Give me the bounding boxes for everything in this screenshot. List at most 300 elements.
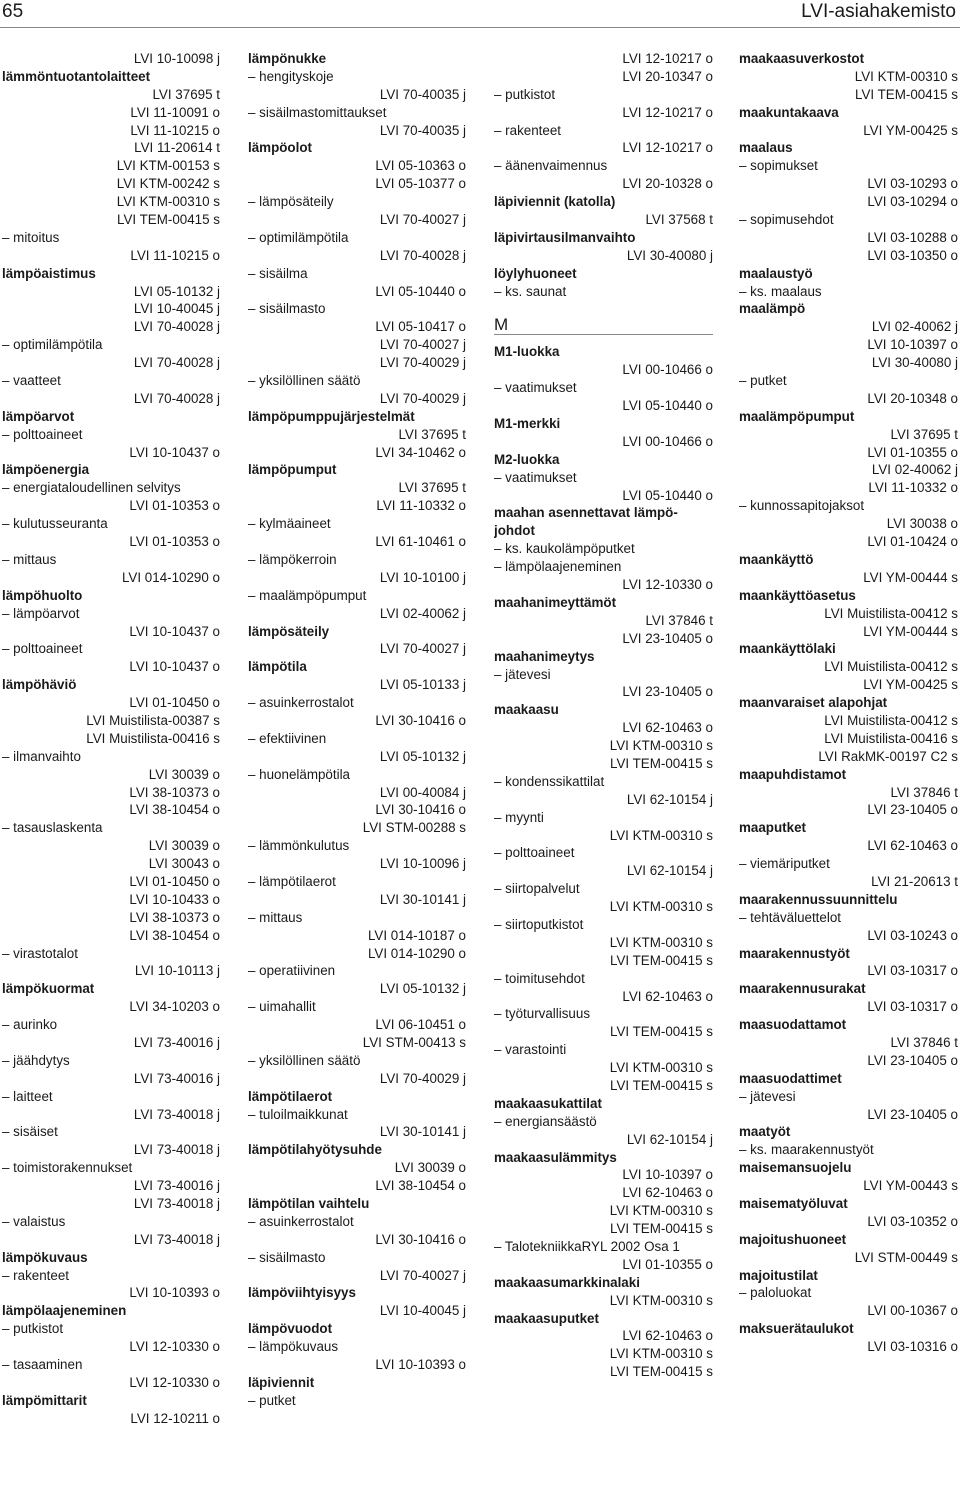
index-reference: LVI 00-10466 o [622,433,713,449]
index-subentry: – putkistot [2,1321,64,1337]
index-heading: lämpöarvot [2,408,75,424]
index-reference: LVI 70-40029 j [379,1070,466,1086]
index-heading: maakaasulämmitys [494,1149,617,1165]
index-subentry: – jätevesi [739,1088,796,1104]
index-reference: LVI 70-40027 j [379,641,466,657]
index-heading: lämpösäteily [248,623,330,639]
index-reference: LVI 02-40062 j [871,462,958,478]
index-subentry: – ilmanvaihto [2,748,81,764]
index-reference: LVI KTM-00153 s [116,158,220,174]
index-reference: LVI 10-10113 j [134,963,220,979]
index-reference: LVI 38-10454 o [375,1178,466,1194]
spacer [494,300,713,307]
index-subentry: – tasauslaskenta [2,820,103,836]
index-heading: lämpöenergia [2,462,90,478]
index-heading: lämpötila [248,659,307,675]
index-reference: LVI 20-10348 o [867,390,958,406]
index-heading: maalämpö [739,301,806,317]
index-reference: LVI 30-10141 j [379,891,466,907]
index-reference: LVI 73-40016 j [133,1034,220,1050]
index-subentry: – polttoaineet [2,426,83,442]
index-reference: LVI 00-10466 o [622,362,713,378]
index-reference: LVI 12-10217 o [622,104,713,120]
index-reference: LVI 02-40062 j [379,605,466,621]
index-reference: LVI 73-40018 j [133,1231,220,1247]
page-title: LVI-asiahakemisto [801,1,956,22]
index-reference: LVI 11-10332 o [376,498,466,514]
index-reference: LVI 73-40018 j [133,1196,220,1211]
index-heading: lämpötilahyötysuhde [248,1142,382,1158]
index-reference: LVI 03-10293 o [867,176,958,192]
index-reference: LVI 37695 t [152,86,220,102]
index-heading: löylyhuoneet [494,265,577,281]
index-heading: maakaasumarkkinalaki [494,1274,640,1290]
index-reference: LVI 03-10294 o [867,194,958,210]
index-reference: LVI 62-10154 j [626,863,713,879]
index-subentry: – sisäilmasto [248,301,326,317]
index-reference: LVI 03-10317 o [867,999,958,1015]
index-reference: LVI 62-10154 j [626,1131,713,1147]
index-reference: LVI KTM-00310 s [116,194,220,210]
index-reference: LVI 10-10393 o [375,1357,466,1373]
index-reference: LVI 11-10332 o [868,480,958,496]
index-reference: LVI 23-10405 o [867,802,958,818]
index-subentry: – optimilämpötila [248,229,349,245]
index-heading: läpiviennit [248,1374,315,1390]
index-heading: maahan asennettavat lämpö- [494,505,678,521]
index-reference: LVI 23-10405 o [622,684,713,700]
index-reference: LVI 03-10352 o [867,1213,958,1229]
index-subentry: – putket [739,373,787,389]
index-reference: LVI YM-00444 s [863,623,958,639]
index-subentry: – sisäiset [2,1124,58,1140]
index-reference: LVI TEM-00415 s [610,1221,713,1237]
index-reference: LVI 12-10330 o [129,1339,220,1355]
index-subentry: – kondenssikattilat [494,773,605,789]
index-subentry: – asuinkerrostalot [248,695,354,711]
index-subentry: – valaistus [2,1213,66,1229]
index-reference: LVI 03-10243 o [867,927,958,943]
index-heading: lämpökuvaus [2,1249,88,1265]
index-heading: läpiviennit (katolla) [494,194,616,210]
index-reference: LVI TEM-00415 s [610,1364,713,1380]
index-subentry: – polttoaineet [2,641,83,657]
header-divider [0,27,960,28]
index-reference: LVI 62-10463 o [622,720,713,736]
index-heading: maakaasuverkostot [739,51,865,66]
index-reference: LVI KTM-00310 s [854,68,958,84]
index-reference: LVI TEM-00415 s [610,1077,713,1093]
index-heading: lämpömittarit [2,1392,87,1408]
index-reference: LVI 10-10100 j [379,569,466,585]
index-reference: LVI 10-10433 o [129,891,220,907]
index-reference: LVI 01-10355 o [867,444,958,460]
index-reference: LVI STM-00413 s [362,1034,466,1050]
index-subentry: – vaatteet [2,373,61,389]
index-heading: lämpötilan vaihtelu [248,1196,370,1211]
index-column-3 [494,50,713,1381]
index-heading: maankäyttö [739,551,814,567]
index-reference: LVI 23-10405 o [867,1052,958,1068]
index-reference: LVI TEM-00415 s [610,952,713,968]
index-reference: LVI 05-10377 o [375,176,466,192]
index-reference: LVI 73-40018 j [133,1106,220,1122]
index-reference: LVI 03-10288 o [867,229,958,245]
index-subentry: – jäähdytys [2,1052,70,1068]
index-reference: LVI Muistilista-00416 s [86,730,220,746]
index-reference: LVI 00-10367 o [867,1303,958,1319]
index-subentry: – tehtäväluettelot [739,909,841,925]
index-reference: LVI 30039 o [148,766,220,782]
index-reference: LVI RakMK-00197 C2 s [818,748,958,764]
index-reference: LVI 10-40045 j [379,1303,466,1319]
index-subentry: – jätevesi [494,666,551,682]
index-heading: maakaasu [494,702,559,718]
index-heading: maisemansuojelu [739,1160,852,1176]
index-reference: LVI 70-40028 j [133,355,220,371]
index-reference: LVI 37846 t [890,784,958,800]
index-reference: LVI 05-10132 j [133,283,220,299]
index-reference: LVI 70-40028 j [133,390,220,406]
index-column-2 [248,50,466,1410]
index-subentry: – operatiivinen [248,963,336,979]
index-heading: maarakennussuunnittelu [739,891,898,907]
index-reference: LVI KTM-00310 s [609,827,713,843]
index-heading: maankäyttölaki [739,641,836,657]
index-subentry: – myynti [494,809,544,825]
index-reference: LVI 21-20613 t [871,873,958,889]
index-reference: LVI 30-40080 j [871,355,958,371]
index-reference: LVI 01-10353 o [129,498,220,514]
index-reference: LVI 30039 o [394,1160,466,1176]
index-heading: maksuerätaulukot [739,1321,854,1337]
index-column-1 [2,50,220,1428]
index-heading: lämpöhuolto [2,587,83,603]
index-subentry: – tuloilmaikkunat [248,1106,348,1122]
index-heading: maapuhdistamot [739,766,847,782]
index-reference: LVI KTM-00310 s [609,934,713,950]
index-reference: LVI 10-10437 o [129,659,220,675]
index-reference: LVI YM-00443 s [863,1178,958,1194]
index-reference: LVI 37695 t [890,426,958,442]
index-reference: LVI 05-10133 j [379,677,466,693]
index-heading: lämpövuodot [248,1321,333,1337]
index-reference: LVI Muistilista-00416 s [824,730,958,746]
index-subentry: – toimitusehdot [494,970,585,986]
index-heading: lämpöolot [248,140,312,156]
page-number: 65 [2,1,24,22]
index-subentry: – lämpösäteily [248,194,334,210]
index-subentry: – sisäilmasto [248,1249,326,1265]
index-reference: LVI 05-10440 o [622,398,713,414]
index-reference: LVI STM-00288 s [362,820,466,836]
index-subentry: – lämpölaajeneminen [494,559,622,575]
index-subentry: – paloluokat [739,1285,812,1301]
index-reference: LVI 01-10353 o [129,534,220,550]
index-reference: LVI 30-10141 j [379,1124,466,1140]
index-reference: LVI 37846 t [645,612,713,628]
index-subentry: – virastotalot [2,945,78,961]
index-reference: LVI 70-40027 j [379,212,466,228]
index-reference: LVI 01-10450 o [129,695,220,711]
index-subentry: – asuinkerrostalot [248,1213,354,1229]
index-reference: LVI 10-10098 j [133,51,220,66]
index-subentry: – vaatimukset [494,469,577,485]
index-subentry: – optimilämpötila [2,337,103,353]
index-reference: LVI 70-40035 j [379,122,466,138]
index-reference: LVI 12-10330 o [129,1374,220,1390]
index-subentry: – lämpökerroin [248,551,337,567]
index-reference: LVI Muistilista-00412 s [824,712,958,728]
index-reference: LVI 05-10440 o [375,283,466,299]
index-reference: LVI 11-10215 o [130,247,220,263]
index-reference: LVI 12-10217 o [622,140,713,156]
index-reference: LVI 70-40028 j [133,319,220,335]
index-reference: LVI 02-40062 j [871,319,958,335]
index-subentry: – hengityskoje [248,68,334,84]
index-reference: LVI 20-10347 o [622,68,713,84]
index-subentry: – kylmäaineet [248,516,331,532]
index-subentry: – mittaus [2,551,57,567]
index-reference: LVI 30-10416 o [375,802,466,818]
index-subentry: – huonelämpötila [248,766,350,782]
index-reference: LVI 10-10096 j [379,856,466,872]
index-subentry: – toimistorakennukset [2,1160,133,1176]
index-heading: maankäyttöasetus [739,587,856,603]
index-reference: LVI 37695 t [398,480,466,496]
index-reference: LVI Muistilista-00412 s [824,659,958,675]
index-reference: LVI KTM-00310 s [609,1060,713,1076]
index-heading: maaputket [739,820,806,836]
index-subentry: – ks. maalaus [739,283,822,299]
index-subentry: – ks. kaukolämpöputket [494,541,635,557]
index-reference: LVI 37846 t [890,1034,958,1050]
index-reference: LVI 20-10328 o [622,176,713,192]
index-subentry: – kunnossapitojaksot [739,498,865,514]
index-reference: LVI 70-40028 j [379,247,466,263]
index-reference: LVI 37695 t [398,426,466,442]
index-reference: LVI KTM-00310 s [609,738,713,754]
index-subentry: – aurinko [2,1017,58,1033]
index-reference: LVI 70-40027 j [379,337,466,353]
index-heading: lämpöhäviö [2,677,77,693]
index-reference: LVI 62-10463 o [867,838,958,854]
index-reference: LVI 61-10461 o [375,534,466,550]
index-heading: maatyöt [739,1124,791,1140]
index-reference: LVI 37568 t [645,212,713,228]
index-reference: LVI 23-10405 o [867,1106,958,1122]
index-heading: maalaus [739,140,793,156]
index-reference: LVI 10-10397 o [867,337,958,353]
index-heading: lämpökuormat [2,981,95,997]
index-reference: LVI 014-10290 o [121,569,220,585]
index-subentry: – lämpökuvaus [248,1339,339,1355]
index-subentry: – energiataloudellinen selvitys [2,480,181,496]
page-header [0,0,960,30]
index-heading: maasuodattamot [739,1017,847,1033]
index-reference: LVI 05-10440 o [622,487,713,503]
index-reference: LVI 03-10350 o [867,247,958,263]
index-reference: LVI 10-10393 o [129,1285,220,1301]
index-subentry: – sopimusehdot [739,212,834,228]
index-reference: LVI 38-10454 o [129,802,220,818]
index-subentry: – kulutusseuranta [2,516,108,532]
index-reference: LVI KTM-00310 s [609,1292,713,1308]
index-heading: maakaasuputket [494,1310,599,1326]
index-heading: läpivirtausilmanvaihto [494,229,636,245]
index-reference: LVI YM-00444 s [863,569,958,585]
index-subentry: – putket [248,1392,296,1408]
index-subentry: – viemäriputket [739,856,830,872]
index-heading: majoitushuoneet [739,1231,847,1247]
index-reference: LVI Muistilista-00412 s [824,605,958,621]
index-heading: maalaustyö [739,265,813,281]
index-heading: M1-merkki [494,416,561,432]
index-heading: maasuodattimet [739,1070,842,1086]
index-heading: lämpönukke [248,51,327,66]
index-subentry: – yksilöllinen säätö [248,1052,361,1068]
index-reference: LVI 30-10416 o [375,712,466,728]
index-heading: lämpöpumput [248,462,337,478]
index-reference: LVI 73-40018 j [133,1142,220,1158]
index-subentry: – ks. maarakennustyöt [739,1142,874,1158]
index-heading: M2-luokka [494,451,560,467]
index-reference: LVI 03-10316 o [867,1339,958,1355]
index-reference: LVI 70-40029 j [379,390,466,406]
index-reference: LVI TEM-00415 s [610,755,713,771]
index-reference: LVI KTM-00242 s [116,176,220,192]
index-subentry: – sisäilma [248,265,308,281]
index-reference: LVI 12-10211 o [130,1410,220,1426]
index-subentry: – ks. saunat [494,283,567,299]
index-reference: LVI 70-40035 j [379,86,466,102]
index-reference: LVI 05-10132 j [379,748,466,764]
index-reference: LVI 34-10462 o [375,444,466,460]
index-reference: LVI 70-40027 j [379,1267,466,1283]
index-reference: LVI 10-10397 o [622,1167,713,1183]
index-subentry: – vaatimukset [494,380,577,396]
index-reference: LVI 01-10355 o [622,1256,713,1272]
index-reference: LVI 30039 o [148,838,220,854]
index-subentry: – siirtopalvelut [494,881,580,897]
index-reference: LVI 62-10463 o [622,988,713,1004]
index-reference: LVI 62-10463 o [622,1328,713,1344]
index-column-4 [739,50,958,1356]
index-subentry: – lämpöarvot [2,605,80,621]
index-reference: LVI 62-10154 j [626,791,713,807]
index-reference: LVI 73-40016 j [133,1178,220,1194]
index-heading: lämmöntuotantolaitteet [2,68,151,84]
index-heading: lämpöpumppujärjestelmät [248,408,415,424]
index-reference: LVI 12-10330 o [622,577,713,593]
index-heading: maahanimeyttämöt [494,594,617,610]
index-reference: LVI TEM-00415 s [117,212,220,228]
index-subentry: – polttoaineet [494,845,575,861]
index-heading: maarakennustyöt [739,945,850,961]
index-subentry: – työturvallisuus [494,1006,591,1022]
index-reference: LVI 30-10416 o [375,1231,466,1247]
index-reference: LVI YM-00425 s [863,122,958,138]
index-reference: LVI 23-10405 o [622,630,713,646]
index-subentry: – tasaaminen [2,1357,83,1373]
index-reference: LVI KTM-00310 s [609,1346,713,1362]
index-subentry: – yksilöllinen säätö [248,373,361,389]
index-reference: LVI 06-10451 o [375,1017,466,1033]
index-heading: lämpöviihtyisyys [248,1285,356,1301]
index-subentry: – rakenteet [494,122,561,138]
index-subentry: – energiansäästö [494,1113,597,1129]
index-subentry: – mitoitus [2,229,60,245]
index-reference: LVI 10-10437 o [129,444,220,460]
index-subentry: – äänenvaimennus [494,158,608,174]
index-heading: lämpölaajeneminen [2,1303,127,1319]
index-heading: lämpötilaerot [248,1088,333,1104]
index-subentry: – putkistot [494,86,556,102]
index-reference: LVI 70-40029 j [379,355,466,371]
index-heading: maisematyöluvat [739,1196,848,1211]
index-reference: LVI 11-10215 o [130,122,220,138]
index-subentry: – lämpötilaerot [248,873,336,889]
index-subentry: – mittaus [248,909,303,925]
index-reference: LVI Muistilista-00387 s [86,712,220,728]
index-reference: LVI 11-10091 o [130,104,220,120]
index-reference: LVI TEM-00415 s [855,86,958,102]
index-reference: LVI 10-40045 j [133,301,220,317]
index-reference: LVI 38-10373 o [129,784,220,800]
index-reference: LVI 30-40080 j [626,247,713,263]
index-reference: LVI 00-40084 j [379,784,466,800]
index-reference: LVI 01-10424 o [867,534,958,550]
index-reference: LVI 30043 o [148,856,220,872]
index-heading: maakuntakaava [739,104,839,120]
index-subentry: – laitteet [2,1088,53,1104]
index-reference: LVI 01-10450 o [129,873,220,889]
index-reference: LVI 11-20614 t [134,140,220,156]
index-heading: maakaasukattilat [494,1095,602,1111]
index-heading: maalämpöpumput [739,408,855,424]
index-subentry: – sisäilmastomittaukset [248,104,387,120]
index-subentry: – maalämpöpumput [248,587,367,603]
index-reference: LVI 38-10373 o [129,909,220,925]
index-reference: LVI 014-10290 o [367,945,466,961]
index-heading: lämpöaistimus [2,265,96,281]
index-heading: johdot [494,523,535,539]
index-subentry: – sopimukset [739,158,818,174]
index-heading: maahanimeytys [494,648,595,664]
index-subentry: – efektiivinen [248,730,327,746]
index-reference: LVI KTM-00310 s [609,1203,713,1219]
index-subentry: – lämmönkulutus [248,838,350,854]
index-reference: LVI 38-10454 o [129,927,220,943]
index-reference: LVI 05-10363 o [375,158,466,174]
index-reference: LVI YM-00425 s [863,677,958,693]
index-heading: majoitustilat [739,1267,818,1283]
index-reference: LVI 014-10187 o [367,927,466,943]
index-subentry: – varastointi [494,1042,567,1058]
index-subentry: – rakenteet [2,1267,69,1283]
index-heading: maarakennusurakat [739,981,866,997]
index-reference: LVI TEM-00415 s [610,1024,713,1040]
index-reference: LVI 05-10132 j [379,981,466,997]
index-subentry: – siirtoputkistot [494,916,584,932]
index-reference: LVI 34-10203 o [129,999,220,1015]
index-reference: LVI 03-10317 o [867,963,958,979]
index-reference: LVI 73-40016 j [133,1070,220,1086]
index-reference: LVI 62-10463 o [622,1185,713,1201]
index-reference: LVI 10-10437 o [129,623,220,639]
index-heading: maanvaraiset alapohjat [739,695,888,711]
index-reference: LVI STM-00449 s [854,1249,958,1265]
